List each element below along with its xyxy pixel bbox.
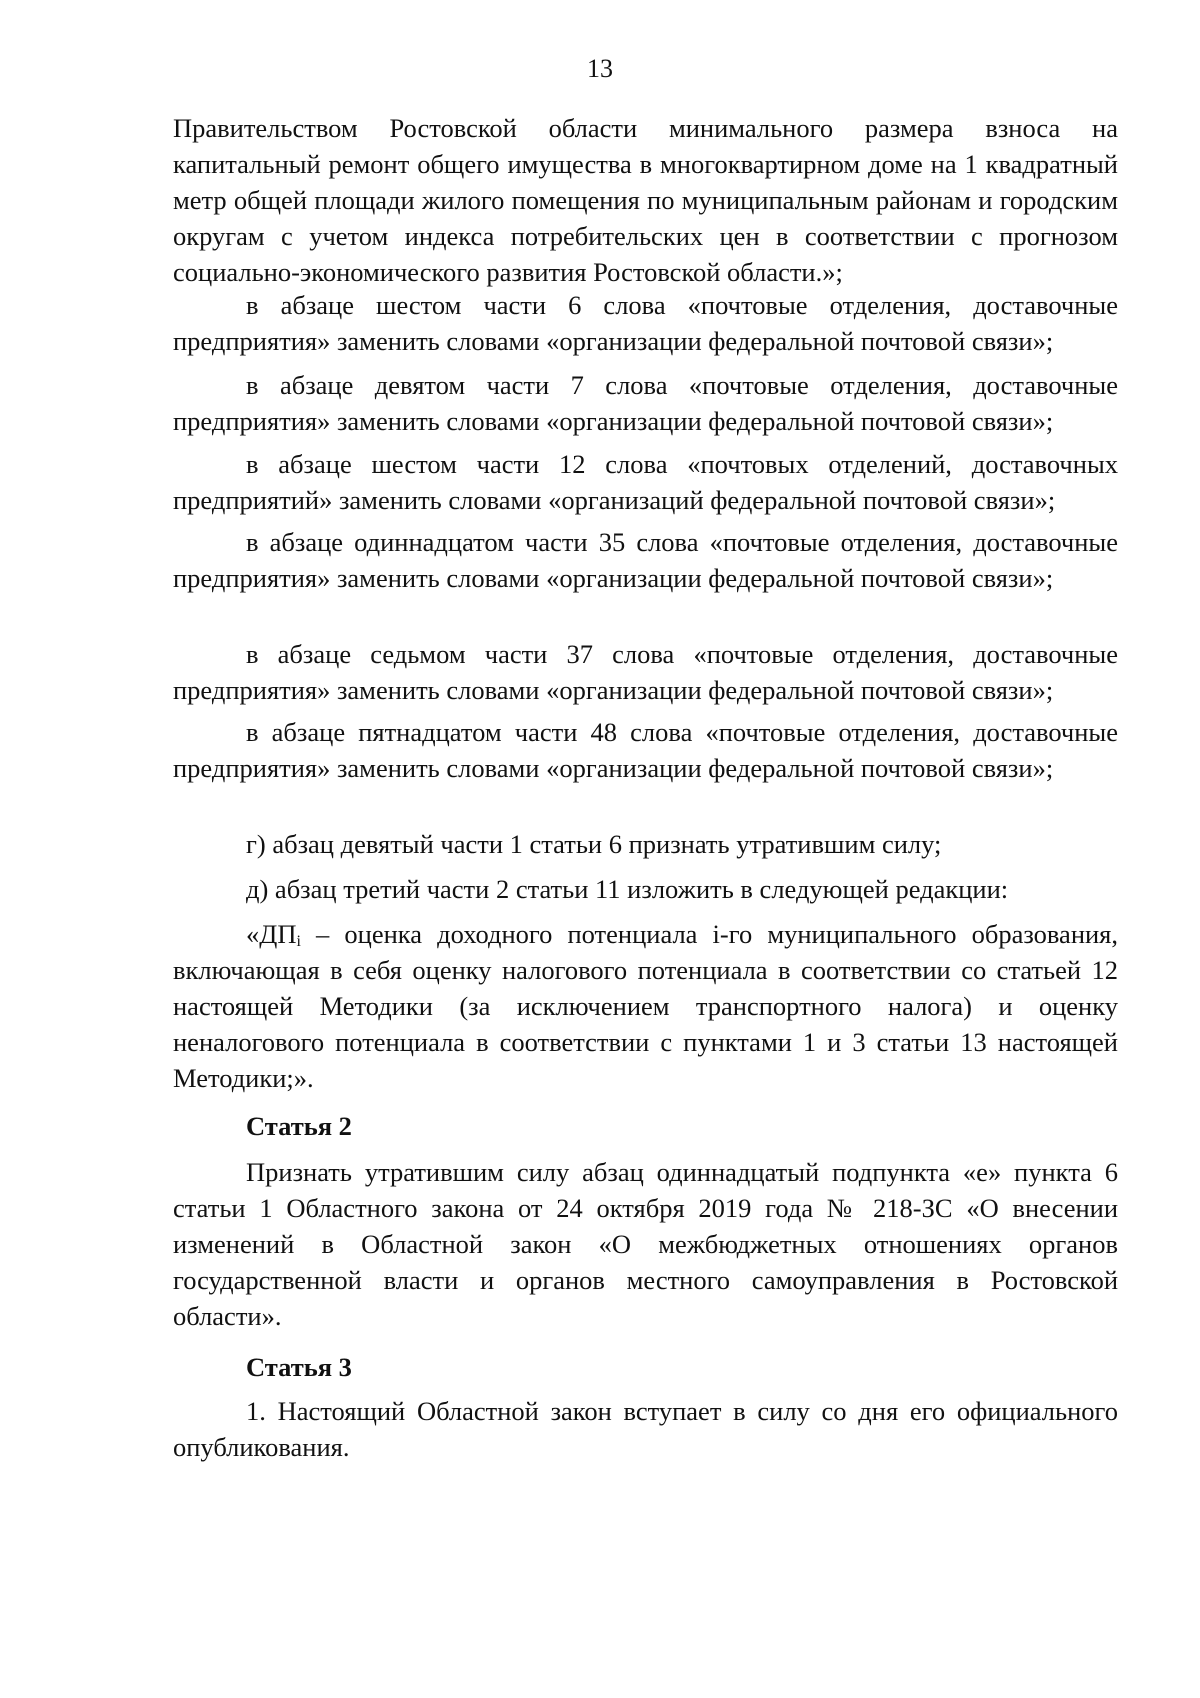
paragraph [173,636,1118,708]
paragraph-text: в абзаце девятом части 7 слова «почтовые отделения, доставочные предприятия» заменить словами «организации федеральной почтовой связи»; [173,370,1118,436]
paragraph [173,446,1118,518]
formula-paragraph [173,916,1118,1096]
article-3-heading: Статья 3 [246,1352,352,1382]
article-2-heading: Статья 2 [246,1111,352,1141]
page-number: 13 [587,54,613,83]
paragraph-text: г) абзац девятый части 1 статьи 6 признать утратившим силу; [246,829,942,859]
paragraph-text: в абзаце шестом части 12 слова «почтовых отделений, доставочных предприятий» заменить словами «организаций федеральной почтовой связи»; [173,449,1118,515]
formula-subscript: i [296,933,301,950]
article-2-text [173,1154,1118,1334]
paragraph-text: в абзаце шестом части 6 слова «почтовые отделения, доставочные предприятия» заменить словами «организации федеральной почтовой связи»; [173,290,1118,356]
paragraph-text: в абзаце седьмом части 37 слова «почтовые отделения, доставочные предприятия» заменить словами «организации федеральной почтовой связи»; [173,639,1118,705]
paragraph-text: Правительством Ростовской области минимального размера взноса на капитальный ремонт общего имущества в многоквартирном доме на 1 квадратный метр общей площади жилого помещения по муниципальным районам и городским округам с учетом индекса потребительских цен в соответствии с прогнозом социально-экономического развития Ростовской области.»; [173,113,1118,287]
paragraph-text: в абзаце одиннадцатом части 35 слова «почтовые отделения, доставочные предприятия» заменить словами «организации федеральной почтовой связи»; [173,527,1118,593]
paragraph-text: в абзаце пятнадцатом части 48 слова «почтовые отделения, доставочные предприятия» заменить словами «организации федеральной почтовой связи»; [173,717,1118,783]
article-3-text [173,1393,1118,1465]
paragraph-text: 1. Настоящий Областной закон вступает в силу со дня его официального опубликования. [173,1396,1118,1462]
paragraph [173,826,1118,862]
paragraph [173,871,1118,907]
paragraph-text: Признать утратившим силу абзац одиннадцатый подпункта «е» пункта 6 статьи 1 Областного закона от 24 октября 2019 года № 218-ЗС «О внесении изменений в Областной закон «О межбюджетных отношениях органов государственной власти и органов местного самоуправления в Ростовской области». [173,1157,1118,1331]
paragraph [173,367,1118,439]
paragraph [173,714,1118,786]
paragraph-continuation [173,110,1118,290]
paragraph-text: д) абзац третий части 2 статьи 11 изложить в следующей редакции: [246,874,1009,904]
formula-definition [173,916,1118,1096]
paragraph [173,287,1118,359]
formula-text: – оценка доходного потенциала i-го муниципального образования, включающая в себя оценку налогового потенциала в соответствии со статьей 12 настоящей Методики (за исключением транспортного налога) и оценку неналогового потенциала в соответствии с пунктами 1 и 3 статьи 13 настоящей Методики;». [173,919,1118,1093]
formula-symbol: «ДП [246,919,297,949]
paragraph [173,524,1118,596]
